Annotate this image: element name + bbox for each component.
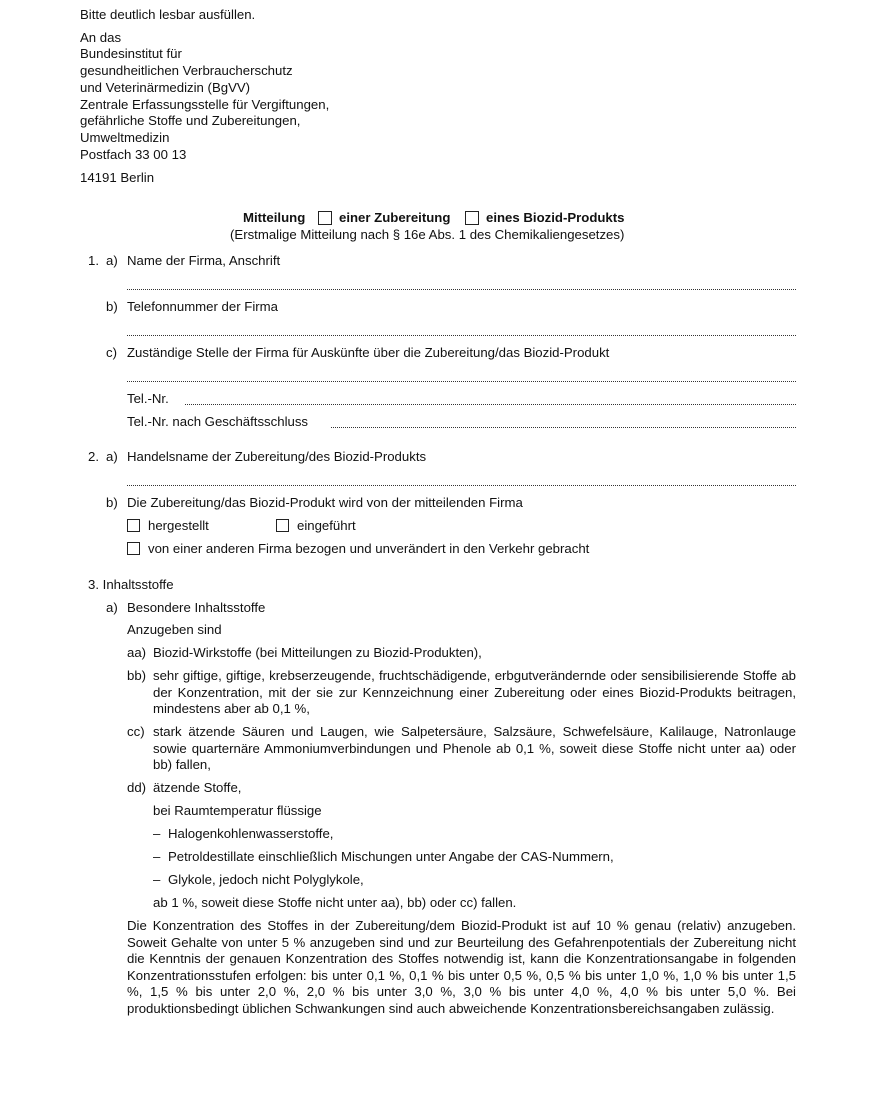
item-dd-text: ätzende Stoffe, <box>153 780 242 795</box>
item-marker: a) <box>106 449 118 464</box>
address-line: gesundheitlichen Verbraucherschutz <box>80 63 293 78</box>
company-name-field[interactable] <box>127 275 796 290</box>
item-aa-text: Biozid-Wirkstoffe (bei Mitteilungen zu Biozid-Produkten), <box>153 645 482 660</box>
item-marker: c) <box>106 345 117 360</box>
form-instruction: Bitte deutlich lesbar ausfüllen. <box>80 7 256 22</box>
title-biozid-produkt: eines Biozid-Produkts <box>486 210 625 225</box>
address-line: An das <box>80 30 122 45</box>
item-marker: aa) <box>127 645 147 660</box>
contact-office-field[interactable] <box>127 367 796 382</box>
list-item: Glykole, jedoch nicht Polyglykole, <box>168 872 364 887</box>
tel-label: Tel.-Nr. <box>127 391 169 406</box>
company-name-label: Name der Firma, Anschrift <box>127 253 281 268</box>
item-cc-text: stark ätzende Säuren und Laugen, wie Salpetersäure, Salzsäure, Schwefelsäure, Kalilauge, Natronlauge sowie quarternäre Ammoniumverbindungen und Phenole ab 0,1 %, soweit diese Stoffe nicht unter aa) oder bb) fallen, <box>153 724 796 772</box>
tel-field[interactable] <box>185 390 796 405</box>
company-phone-field[interactable] <box>127 321 796 336</box>
checkbox-manufactured[interactable] <box>127 519 140 532</box>
item-marker: bb) <box>127 668 147 683</box>
list-dash: – <box>153 849 161 864</box>
item-marker: b) <box>106 495 118 510</box>
title-zubereitung: einer Zubereitung <box>339 210 451 225</box>
list-dash: – <box>153 872 161 887</box>
item-marker: cc) <box>127 724 145 739</box>
address-line: Postfach 33 00 13 <box>80 147 187 162</box>
address-line: Zentrale Erfassungsstelle für Vergiftungen, <box>80 97 330 112</box>
address-line: Umweltmedizin <box>80 130 170 145</box>
option-imported-label: eingeführt <box>297 518 356 533</box>
item-marker: b) <box>106 299 118 314</box>
tel-after-hours-label: Tel.-Nr. nach Geschäftsschluss <box>127 414 309 429</box>
item-marker: a) <box>106 253 118 268</box>
address-line: Bundesinstitut für <box>80 46 182 61</box>
trade-name-field[interactable] <box>127 471 796 486</box>
list-dash: – <box>153 826 161 841</box>
item-bb-text: sehr giftige, giftige, krebserzeugende, fruchtschädigende, erbgutverändernde oder sensibilisierende Stoffe ab der Konzentration, mit der sie zur Kennzeichnung einer Zubereitung oder eines Biozid-Produkts beitragen, mindestens aber ab 0,1 %, <box>153 668 796 716</box>
tel-after-hours-field[interactable] <box>331 413 796 428</box>
concentration-paragraph: Die Konzentration des Stoffes in der Zubereitung/dem Biozid-Produkt ist auf 10 % genau (relativ) anzugeben. Soweit Gehalte von unter 5 % anzugeben sind und zur Beurteilung des Gefahrenpotentials der Zubereitung nicht die Kenntnis der genauen Konzentration des Stoffes notwendig ist, kann die Konzentrationsangabe in folgenden Konzentrationsstufen erfolgen: bis unter 0,1 %, 0,1 % bis unter 0,5 %, 0,5 % bis unter 1,0 %, 1,0 % bis unter 1,5 %, 1,5 % bis unter 2,0 %, 2,0 % bis unter 3,0 %, 3,0 % bis unter 4,0 %, 4,0 % bis unter 5,0 %. Bei produktionsbedingt üblichen Schwankungen sind auch abweichende Konzentrationsbereichsangaben zulässig. <box>127 918 796 1016</box>
checkbox-biozid-produkt[interactable] <box>465 211 479 225</box>
checkbox-imported[interactable] <box>276 519 289 532</box>
intro-text: Anzugeben sind <box>127 622 222 637</box>
section-number: 1. <box>88 253 99 268</box>
item-dd-tail: ab 1 %, soweit diese Stoffe nicht unter aa), bb) oder cc) fallen. <box>153 895 517 910</box>
title-mitteilung: Mitteilung <box>243 210 306 225</box>
option-manufactured-label: hergestellt <box>148 518 209 533</box>
item-marker: dd) <box>127 780 147 795</box>
section-heading: 3. Inhaltsstoffe <box>88 577 174 592</box>
checkbox-zubereitung[interactable] <box>318 211 332 225</box>
option-other-company-label: von einer anderen Firma bezogen und unverändert in den Verkehr gebracht <box>148 541 590 556</box>
contact-office-label: Zuständige Stelle der Firma für Auskünfte über die Zubereitung/das Biozid-Produkt <box>127 345 610 360</box>
product-origin-label: Die Zubereitung/das Biozid-Produkt wird von der mitteilenden Firma <box>127 495 523 510</box>
company-phone-label: Telefonnummer der Firma <box>127 299 278 314</box>
form-subtitle: (Erstmalige Mitteilung nach § 16e Abs. 1 des Chemikaliengesetzes) <box>230 227 625 242</box>
checkbox-other-company[interactable] <box>127 542 140 555</box>
trade-name-label: Handelsname der Zubereitung/des Biozid-Produkts <box>127 449 427 464</box>
address-city: 14191 Berlin <box>80 170 155 185</box>
section-number: 2. <box>88 449 99 464</box>
special-ingredients-label: Besondere Inhaltsstoffe <box>127 600 266 615</box>
address-line: und Veterinärmedizin (BgVV) <box>80 80 251 95</box>
item-marker: a) <box>106 600 118 615</box>
list-item: Halogenkohlenwasserstoffe, <box>168 826 334 841</box>
list-item: Petroldestillate einschließlich Mischungen unter Angabe der CAS-Nummern, <box>168 849 614 864</box>
address-line: gefährliche Stoffe und Zubereitungen, <box>80 113 301 128</box>
item-dd-subtext: bei Raumtemperatur flüssige <box>153 803 322 818</box>
